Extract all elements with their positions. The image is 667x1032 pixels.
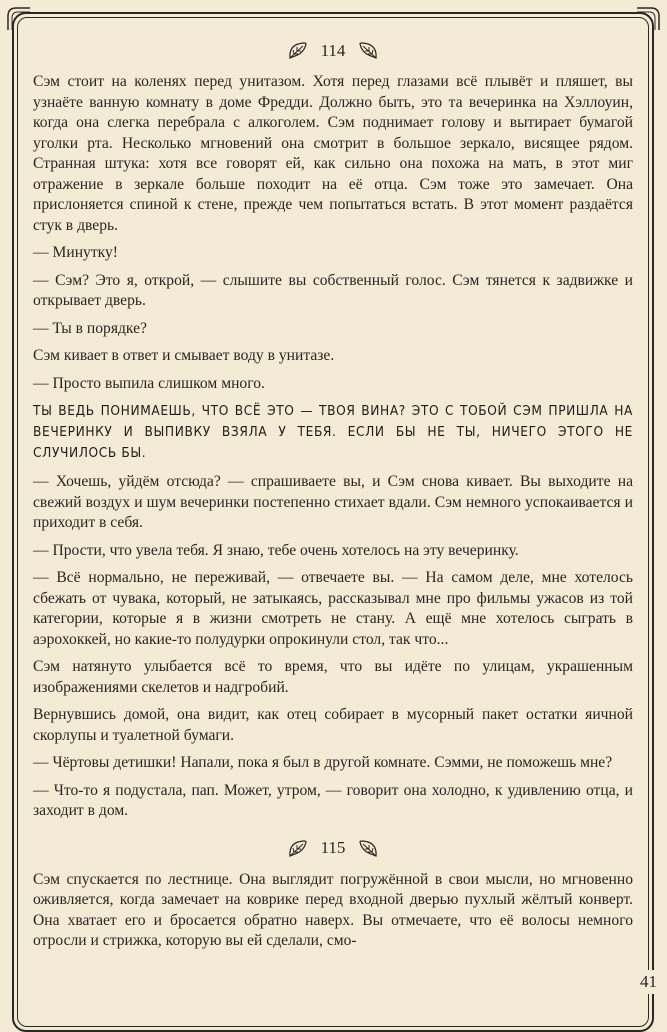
page-number: 41 [636, 970, 661, 994]
paragraph: Сэм кивает в ответ и смывает воду в унитазе. [33, 347, 335, 364]
paragraph: Сэм спускается по лестнице. Она выглядит погружённой в свои мысли, но мгновенно оживляется, когда замечает на коврике перед входной дверью пухлый жёлтый конверт. Она хватает его и бросается обратно наверх. Вы отмечаете, что её волосы немного отросли и стрижка, которую вы ей сделали, смо- [33, 870, 633, 949]
paragraph: — Просто выпила слишком много. [33, 374, 265, 392]
corner-ornament-icon [635, 6, 661, 32]
paragraph: — Прости, что увела тебя. Я знаю, тебе очень хотелось на эту вечеринку. [33, 541, 519, 559]
section-heading-114 [33, 38, 633, 64]
page-content [33, 38, 633, 959]
section-number: 114 [320, 40, 346, 60]
leaf-left-icon [287, 41, 309, 61]
paragraph: — Ты в порядке? [33, 319, 147, 337]
paragraph: — Чёртовы детишки! Напали, пока я был в другой комнате. Сэмми, не поможешь мне? [33, 754, 613, 771]
paragraph: Сэм натянуто улыбается всё то время, что вы идёте по улицам, украшенным изображениями скелетов и надгробий. [33, 658, 633, 696]
leaf-right-icon [357, 41, 379, 61]
paragraph: Вернувшись домой, она видит, как отец собирает в мусорный пакет остатки яичной скорлупы и туалетной бумаги. [33, 706, 633, 744]
handwritten-note: ТЫ ВЕДЬ ПОНИМАЕШЬ, ЧТО ВСЁ ЭТО — ТВОЯ ВИНА? ЭТО С ТОБОЙ СЭМ ПРИШЛА НА ВЕЧЕРИНКУ И ВЫПИВКУ ВЗЯЛА У ТЕБЯ. ЕСЛИ БЫ НЕ ТЫ, НИЧЕГО ЭТОГО НЕ СЛУЧИЛОСЬ БЫ. [33, 403, 633, 461]
paragraph: Сэм стоит на коленях перед унитазом. Хотя перед глазами всё плывёт и пляшет, вы узнаёте ванную комнату в доме Фредди. Должно быть, это та вечеринка на Хэллоуин, когда она слегка перебрала с алкоголем. Сэм поднимает голову и вытирает бумагой уголки рта. Несколько мгновений она смотрит в большое зеркало, висящее рядом. Странная штука: хотя все говорят ей, как сильно она похожа на мать, в этот миг отражение в зеркале больше походит на её отца. Сэм тоже это замечает. Она прислоняется спиной к стене, прежде чем попытаться встать. В этот момент раздаётся стук в дверь. [33, 73, 633, 234]
paragraph: — Минутку! [33, 244, 119, 261]
paragraph: — Сэм? Это я, открой, — слышите вы собственный голос. Сэм тянется к задвижке и открывает дверь. [33, 271, 633, 309]
section-heading-115 [33, 836, 633, 862]
section-number: 115 [320, 838, 346, 858]
leaf-left-icon [287, 839, 309, 859]
paragraph: — Всё нормально, не переживай, — отвечаете вы. — На самом деле, мне хотелось сбежать от чувака, который, не затыкаясь, рассказывал мне про фильмы ужасов из той категории, которые я в жизни смотреть не стану. А ещё мне хотелось сыграть в аэрохоккей, но какие-то полудурки опрокинули стол, так что... [33, 569, 633, 648]
leaf-right-icon [357, 839, 379, 859]
corner-ornament-icon [6, 6, 32, 32]
paragraph: — Хочешь, уйдём отсюда? — спрашиваете вы, и Сэм снова кивает. Вы выходите на свежий воздух и шум вечеринки постепенно стихает вдали. Сэм немного успокаивается и приходит в себя. [33, 473, 633, 531]
paragraph: — Что-то я подустала, пап. Может, утром, — говорит она холодно, к удивлению отца, и заходит в дом. [33, 781, 633, 819]
